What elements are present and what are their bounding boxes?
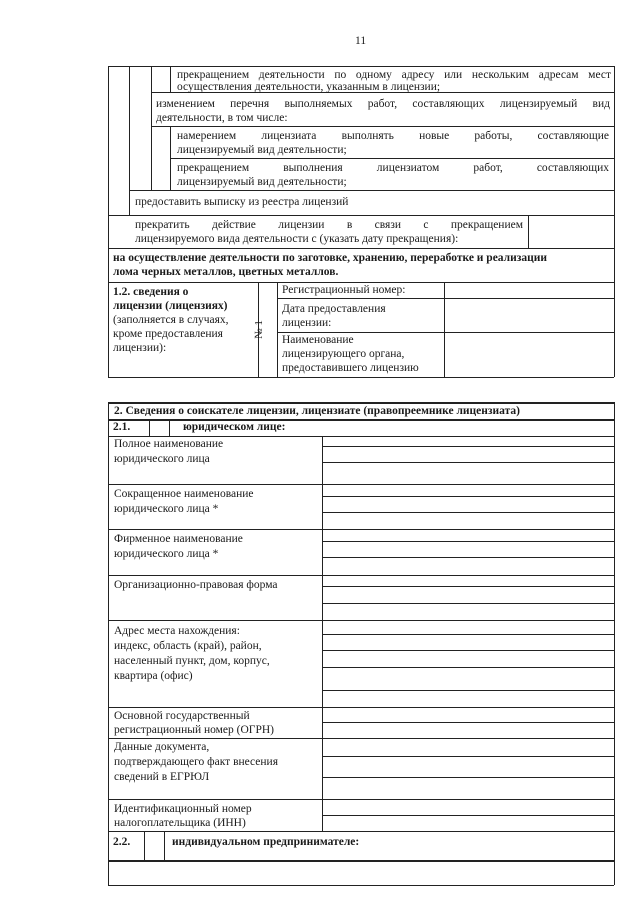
- egrul-doc-label-line2: подтверждающего факт внесения: [114, 756, 278, 768]
- s21-number: 2.1.: [113, 421, 131, 433]
- inn-label-line2: налогоплательщика (ИНН): [114, 817, 246, 829]
- full-name-label-line1: Полное наименование: [114, 438, 224, 450]
- inn-label-line1: Идентификационный номер: [114, 803, 252, 815]
- ogrn-field[interactable]: [323, 708, 613, 737]
- s21-label: юридическом лице:: [183, 421, 286, 433]
- s22-number: 2.2.: [113, 836, 131, 848]
- section2-title: 2. Сведения о соискателе лицензии, лицензиате (правопреемнике лицензиата): [114, 405, 520, 417]
- firm-name-label-line2: юридического лица *: [114, 548, 219, 560]
- reg-number-label: Регистрационный номер:: [282, 284, 406, 296]
- egrul-doc-field[interactable]: [323, 739, 613, 798]
- short-name-field[interactable]: [323, 485, 613, 528]
- upper-row7-line1: на осуществление деятельности по заготовке, хранению, переработке и реализации: [113, 252, 547, 264]
- upper-row1-line1: прекращением деятельности по одному адресу или нескольким адресам мест: [177, 69, 611, 81]
- egrul-doc-label-line1: Данные документа,: [114, 741, 210, 753]
- address-field[interactable]: [323, 621, 613, 706]
- issue-date-field[interactable]: [445, 299, 613, 331]
- egrul-doc-label-line3: сведений в ЕГРЮЛ: [114, 771, 210, 783]
- upper-row3-line1: намерением лицензиата выполнять новые работы, составляющие: [177, 130, 609, 142]
- licensing-org-label-line2: лицензирующего органа,: [282, 348, 405, 360]
- s12-line5: лицензии):: [113, 342, 167, 354]
- short-name-label-line1: Сокращенное наименование: [114, 488, 254, 500]
- licensing-org-field[interactable]: [445, 333, 613, 376]
- ogrn-label-line2: регистрационный номер (ОГРН): [114, 724, 274, 736]
- upper-row7-line2: лома черных металлов, цветных металлов.: [113, 266, 339, 278]
- s12-line4: кроме предоставления: [113, 328, 223, 340]
- s22-checkbox[interactable]: [145, 832, 164, 859]
- address-label-line2: индекс, область (край), район,: [114, 640, 262, 652]
- upper-row4-line1: прекращением выполнения лицензиатом работ, составляющих: [177, 162, 609, 174]
- upper-row2-line2: деятельности, в том числе:: [156, 112, 288, 124]
- upper-row6-line1: прекратить действие лицензии в связи с прекращением: [135, 219, 523, 231]
- ogrn-label-line1: Основной государственный: [114, 710, 250, 722]
- upper-row6-line2: лицензируемого вида деятельности с (указать дату прекращения):: [135, 233, 459, 245]
- address-label-line1: Адрес места нахождения:: [114, 625, 240, 637]
- upper-row3-line2: лицензируемый вид деятельности;: [177, 144, 347, 156]
- issue-date-label-line2: лицензии:: [282, 317, 332, 329]
- org-form-label: Организационно-правовая форма: [114, 579, 278, 591]
- license-number-label: № 1: [252, 320, 265, 339]
- short-name-label-line2: юридического лица *: [114, 503, 219, 515]
- s22-label: индивидуальном предпринимателе:: [172, 836, 360, 848]
- upper-row2-line1: изменением перечня выполняемых работ, составляющих лицензируемый вид: [156, 98, 610, 110]
- full-name-label-line2: юридического лица: [114, 453, 210, 465]
- upper-row5: предоставить выписку из реестра лицензий: [135, 196, 349, 208]
- issue-date-label-line1: Дата предоставления: [282, 303, 386, 315]
- address-label-line3: населенный пункт, дом, корпус,: [114, 655, 270, 667]
- s12-line2: лицензии (лицензиях): [113, 300, 228, 312]
- licensing-org-label-line3: предоставившего лицензию: [282, 362, 419, 374]
- upper-row1-line2: осуществления деятельности, указанным в лицензии;: [177, 81, 441, 93]
- inn-field[interactable]: [323, 800, 613, 830]
- page-number: 11: [355, 35, 367, 47]
- address-label-line4: квартира (офис): [114, 670, 193, 682]
- org-form-field[interactable]: [323, 576, 613, 619]
- firm-name-field[interactable]: [323, 530, 613, 574]
- upper-row4-line2: лицензируемый вид деятельности;: [177, 176, 347, 188]
- firm-name-label-line1: Фирменное наименование: [114, 533, 243, 545]
- s12-line3: (заполняется в случаях,: [113, 314, 229, 326]
- reg-number-field[interactable]: [445, 283, 613, 297]
- licensing-org-label-line1: Наименование: [282, 334, 354, 346]
- s12-line1: 1.2. сведения о: [113, 286, 189, 298]
- full-name-field[interactable]: [323, 437, 613, 483]
- s21-checkbox[interactable]: [150, 420, 169, 435]
